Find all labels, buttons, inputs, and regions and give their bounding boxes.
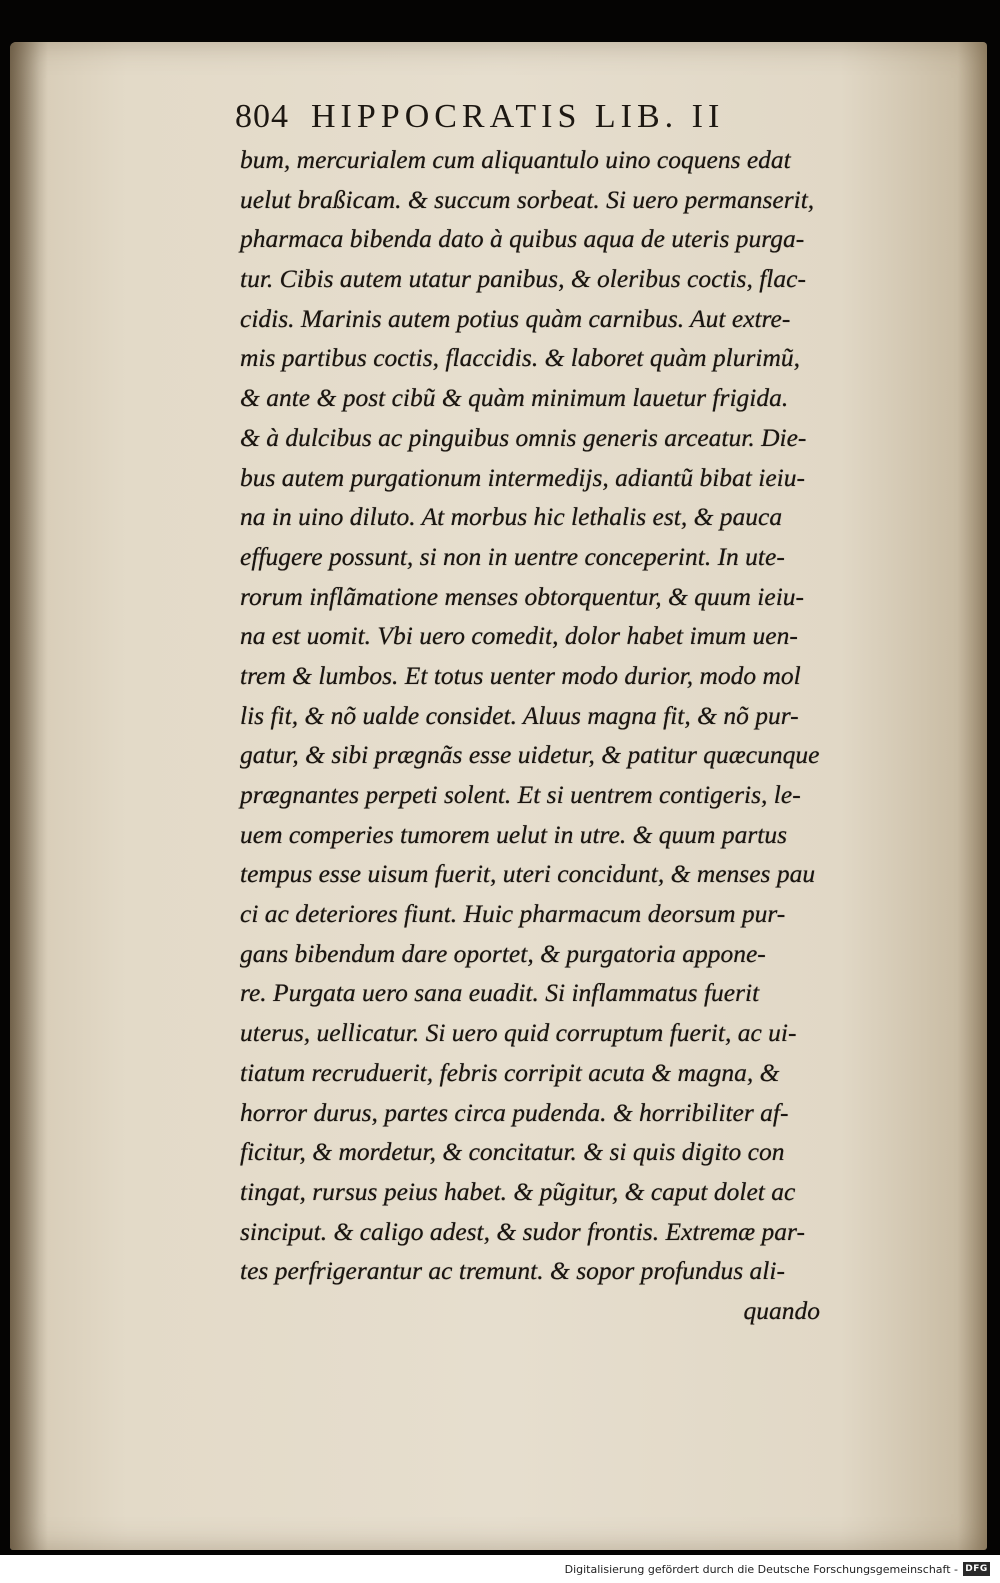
text-line: sinciput. & caligo adest, & sudor frontis. Extremæ par- xyxy=(240,1216,805,1246)
text-line: tiatum recruduerit, febris corripit acuta & magna, & xyxy=(240,1057,780,1087)
text-line: bus autem purgationum intermedijs, adiantũ bibat ieiu- xyxy=(240,462,805,492)
body-text xyxy=(240,140,900,1331)
text-line: cidis. Marinis autem potius quàm carnibus. Aut extre- xyxy=(240,303,791,333)
text-line: ficitur, & mordetur, & concitatur. & si quis digito con xyxy=(240,1137,785,1167)
text-line: lis fit, & nõ ualde considet. Aluus magna fit, & nõ pur- xyxy=(240,700,799,730)
text-line: rorum inflãmatione menses obtorquentur, & quum ieiu- xyxy=(240,581,805,611)
text-line: na in uino diluto. At morbus hic lethalis est, & pauca xyxy=(240,502,783,532)
text-line: gatur, & sibi prægnãs esse uidetur, & patitur quæcunque xyxy=(240,740,820,770)
text-line: uem comperies tumorem uelut in utre. & quum partus xyxy=(240,819,788,849)
text-line: bum, mercurialem cum aliquantulo uino coquens edat xyxy=(240,145,791,174)
footer-bar xyxy=(0,1555,1000,1583)
text-line: uterus, uellicatur. Si uero quid corruptum fuerit, ac ui- xyxy=(240,1018,797,1048)
text-line: tes perfrigerantur ac tremunt. & sopor profundus ali- xyxy=(240,1256,785,1286)
text-line: & à dulcibus ac pinguibus omnis generis arceatur. Die- xyxy=(240,422,807,452)
text-line: na est uomit. Vbi uero comedit, dolor habet imum uen- xyxy=(240,621,798,651)
text-line: trem & lumbos. Et totus uenter modo durior, modo mol xyxy=(240,660,801,690)
running-header xyxy=(235,98,815,138)
text-line: uelut braßicam. & succum sorbeat. Si uero permanserit, xyxy=(240,184,815,214)
running-title: HIPPOCRATIS LIB. II xyxy=(311,98,725,135)
text-line: re. Purgata uero sana euadit. Si inflammatus fuerit xyxy=(240,978,760,1008)
page-number: 804 xyxy=(235,98,289,135)
text-line: pharmaca bibenda dato à quibus aqua de uteris purga- xyxy=(240,224,805,254)
text-line: tur. Cibis autem utatur panibus, & oleribus coctis, flac- xyxy=(240,264,806,294)
text-line: effugere possunt, si non in uentre conceperint. In ute- xyxy=(240,541,785,571)
text-line: ci ac deteriores fiunt. Huic pharmacum deorsum pur- xyxy=(240,899,786,929)
text-line: horror durus, partes circa pudenda. & horribiliter af- xyxy=(240,1097,789,1127)
text-line: gans bibendum dare oportet, & purgatoria appone- xyxy=(240,938,766,968)
text-line: & ante & post cibũ & quàm minimum lauetur frigida. xyxy=(240,383,789,413)
catchword: quando xyxy=(743,1295,820,1325)
text-line: mis partibus coctis, flaccidis. & laboret quàm plurimũ, xyxy=(240,343,801,373)
text-line: tempus esse uisum fuerit, uteri concidunt, & menses pau xyxy=(240,859,816,889)
text-line: tingat, rursus peius habet. & pũgitur, & caput dolet ac xyxy=(240,1176,796,1206)
text-line: prægnantes perpeti solent. Et si uentrem contigeris, le- xyxy=(240,780,801,809)
funding-credit: Digitalisierung gefördert durch die Deutsche Forschungsgemeinschaft - xyxy=(564,1563,958,1576)
dfg-logo: DFG xyxy=(963,1562,990,1576)
